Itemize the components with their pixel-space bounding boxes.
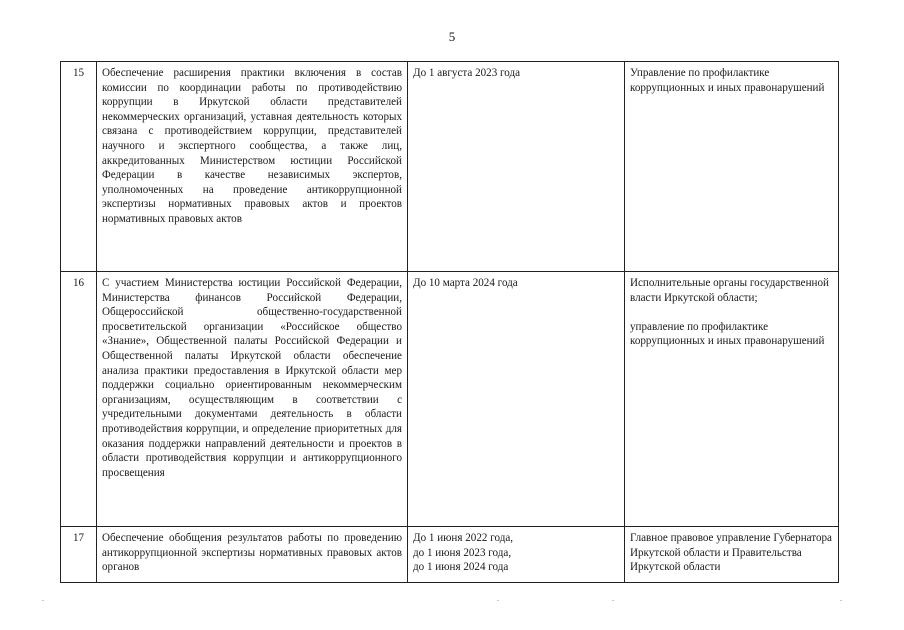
measure-description: С участием Министерства юстиции Российской Федерации, Министерства финансов Российской Федерации, Общероссийской общественно-государственной просветительской организации «Российское общество «Знание», Общественной палаты Российской Федерации и Общественной палаты Иркутской области обеспечение анализа практики предоставления в Иркутской области мер поддержки социально ориентированным некоммерческим организациям, осуществляющим в соответствии с учредительными документами деятельность в области противодействия коррупции, и определение приоритетных для оказания поддержки направлений деятельности и проектов в области противодействия коррупции и антикоррупционного просвещения <box>97 272 408 527</box>
deadline-line: До 1 июня 2022 года, <box>413 532 514 544</box>
responsible-executor <box>625 272 839 527</box>
page-number: 5 <box>448 29 456 44</box>
responsible-paragraph: Управление по профилактике коррупционных и иных правонарушений <box>630 67 825 94</box>
deadline: До 10 марта 2024 года <box>408 272 625 527</box>
deadline-line: до 1 июня 2023 года, <box>413 546 512 559</box>
deadline <box>408 527 625 583</box>
deadline: До 1 августа 2023 года <box>408 62 625 272</box>
deadline-line: до 1 июня 2024 года <box>413 561 509 574</box>
scan-speck <box>497 600 499 601</box>
row-number: 16 <box>61 272 97 527</box>
row-number: 15 <box>61 62 97 272</box>
table-row <box>61 62 839 272</box>
table-row <box>61 272 839 527</box>
scan-speck <box>42 600 44 601</box>
responsible-paragraph: управление по профилактике коррупционных и иных правонарушений <box>630 320 825 348</box>
table-row <box>61 527 839 583</box>
responsible-paragraph: Главное правовое управление Губернатора Иркутской области и Правительства Иркутской области <box>630 532 832 574</box>
responsible-executor <box>625 62 839 272</box>
measure-description: Обеспечение обобщения результатов работы по проведению антикоррупционной экспертизы нормативных правовых актов органов <box>97 527 408 583</box>
responsible-paragraph: Исполнительные органы государственной власти Иркутской области; <box>630 277 829 304</box>
scan-speck <box>840 600 842 601</box>
measures-table <box>60 61 839 583</box>
row-number: 17 <box>61 527 97 583</box>
scan-speck <box>612 600 614 601</box>
scan-artifacts <box>0 600 904 602</box>
responsible-executor <box>625 527 839 583</box>
measure-description: Обеспечение расширения практики включения в состав комиссии по координации работы по противодействию коррупции в Иркутской области представителей некоммерческих организаций, уставная деятельность которых связана с противодействием коррупции, представителей научного и экспертного сообщества, а также лиц, аккредитованных Министерством юстиции Российской Федерации в качестве независимых экспертов, уполномоченных на проведение антикоррупционной экспертизы нормативных правовых актов и проектов нормативных правовых актов <box>97 62 408 272</box>
